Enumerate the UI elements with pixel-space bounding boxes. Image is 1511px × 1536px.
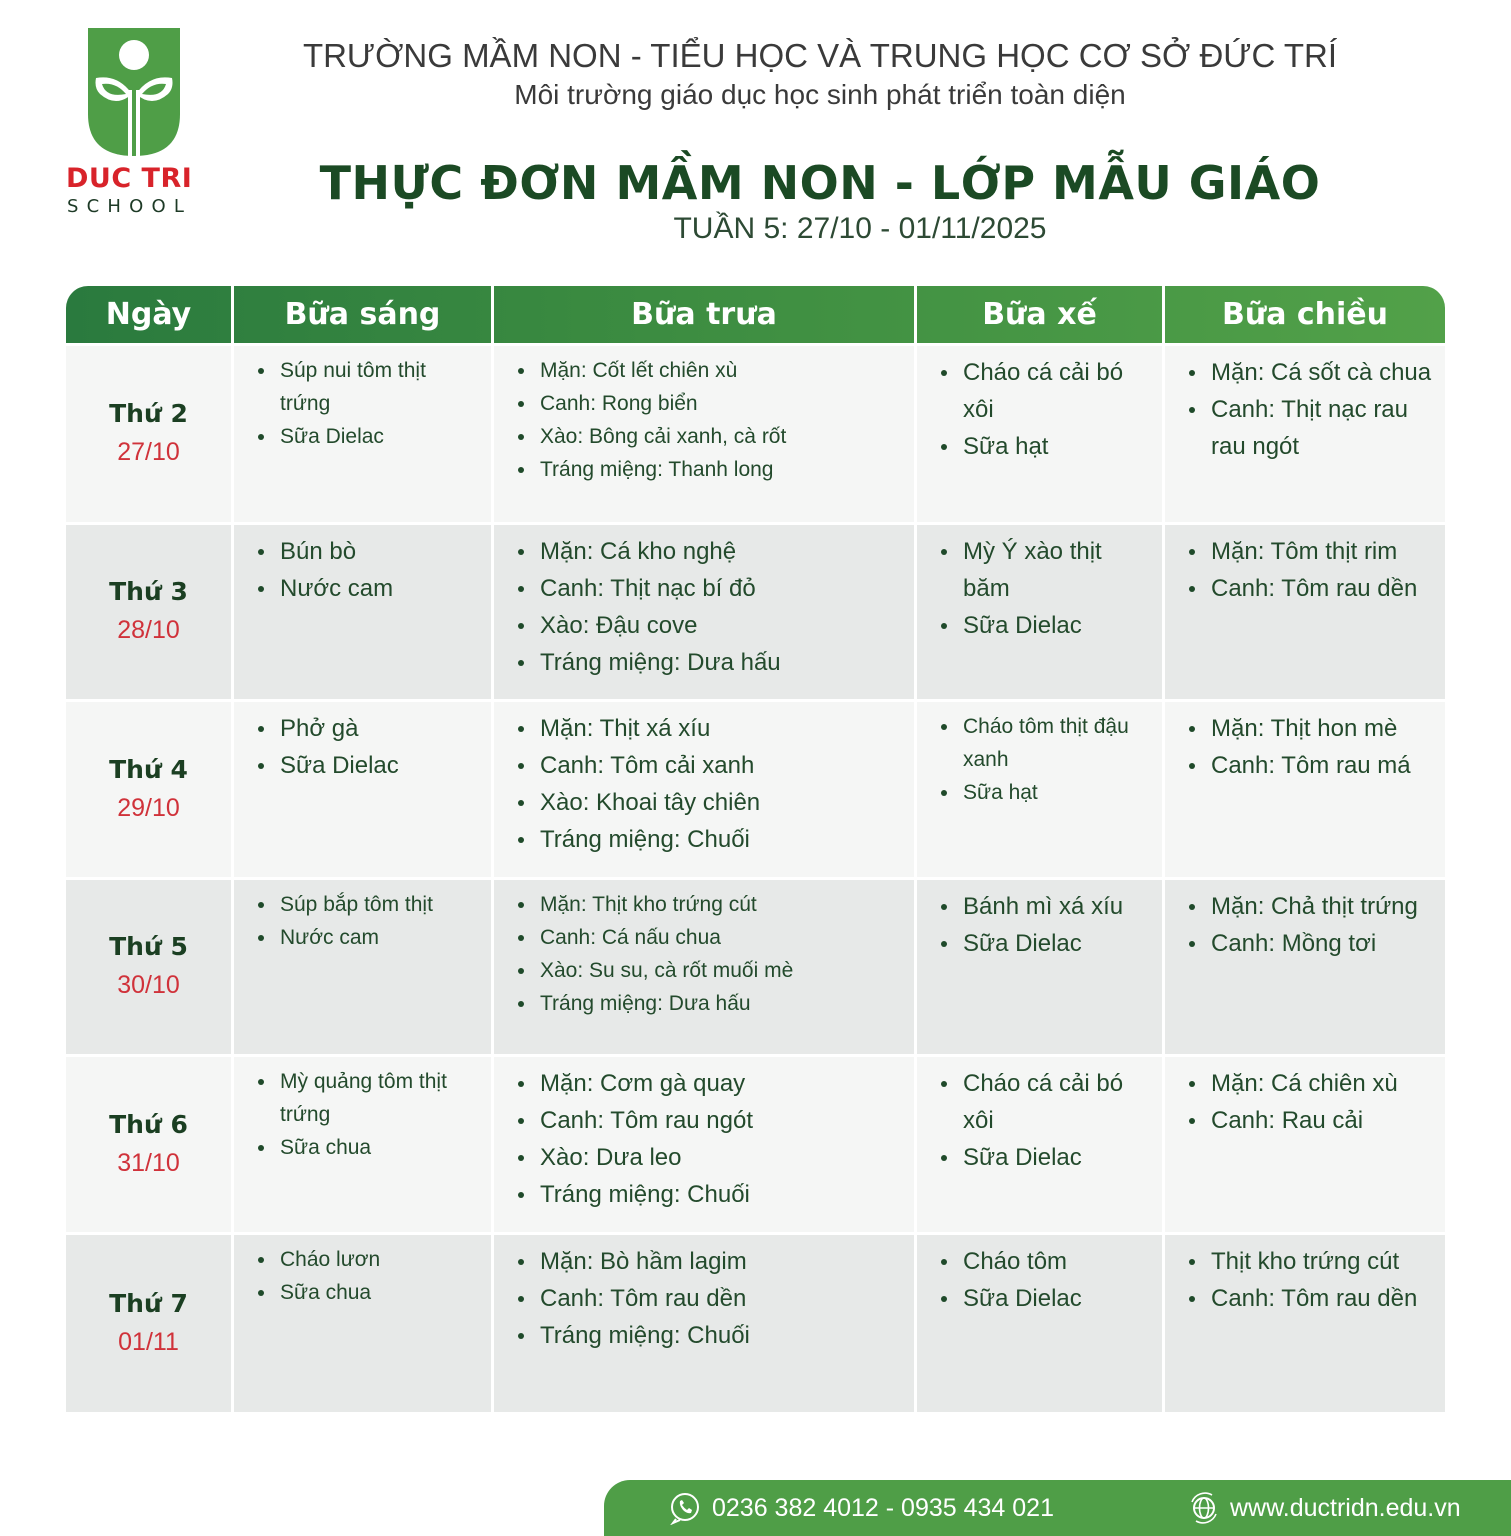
menu-item: Canh: Thịt nạc rau rau ngót	[1187, 391, 1435, 465]
day-date: 29/10	[117, 793, 180, 822]
menu-item: Canh: Rau cải	[1187, 1102, 1435, 1139]
day-name: Thứ 3	[109, 577, 188, 606]
day-name: Thứ 2	[109, 399, 188, 428]
menu-item: Tráng miệng: Chuối	[516, 1176, 904, 1213]
menu-item: Mặn: Tôm thịt rim	[1187, 533, 1435, 570]
lunch-cell	[494, 525, 917, 699]
column-header-lunch: Bữa trưa	[494, 286, 917, 343]
menu-item: Mỳ Ý xào thịt băm	[939, 533, 1152, 607]
menu-item: Sữa Dielac	[939, 925, 1152, 962]
snack-list	[917, 1057, 1162, 1176]
snack-cell	[917, 1057, 1165, 1232]
lunch-list	[494, 1235, 914, 1354]
menu-item: Bún bò	[256, 533, 481, 570]
menu-item: Mặn: Cá sốt cà chua	[1187, 354, 1435, 391]
breakfast-list	[234, 880, 491, 954]
menu-item: Mặn: Thịt hon mè	[1187, 710, 1435, 747]
dinner-cell	[1165, 346, 1445, 522]
day-cell	[66, 346, 234, 522]
table-row	[66, 522, 1445, 699]
snack-cell	[917, 346, 1165, 522]
breakfast-cell	[234, 1235, 494, 1412]
dinner-list	[1165, 880, 1445, 962]
menu-item: Sữa Dielac	[939, 607, 1152, 644]
day-cell	[66, 1057, 234, 1232]
menu-item: Cháo cá cải bó xôi	[939, 1065, 1152, 1139]
snack-cell	[917, 880, 1165, 1054]
lunch-list	[494, 1057, 914, 1213]
table-row	[66, 699, 1445, 877]
menu-item: Xào: Su su, cà rốt muối mè	[516, 954, 904, 987]
dinner-cell	[1165, 702, 1445, 877]
column-header-dinner: Bữa chiều	[1221, 297, 1389, 332]
menu-item: Cháo tôm	[939, 1243, 1152, 1280]
contact-footer	[604, 1480, 1511, 1536]
dinner-cell	[1165, 880, 1445, 1054]
lunch-list	[494, 880, 914, 1020]
day-cell	[66, 525, 234, 699]
menu-item: Mặn: Thịt kho trứng cút	[516, 888, 904, 921]
menu-item: Tráng miệng: Chuối	[516, 1317, 904, 1354]
menu-item: Bánh mì xá xíu	[939, 888, 1152, 925]
dinner-list	[1165, 702, 1445, 784]
day-name: Thứ 5	[109, 932, 188, 961]
lunch-cell	[494, 880, 917, 1054]
breakfast-cell	[234, 1057, 494, 1232]
table-body	[66, 343, 1445, 1412]
menu-item: Canh: Cá nấu chua	[516, 921, 904, 954]
snack-list	[917, 1235, 1162, 1317]
dinner-cell	[1165, 1235, 1445, 1412]
page-title: THỰC ĐƠN MẦM NON - LỚP MẪU GIÁO	[319, 156, 1321, 210]
day-cell	[66, 880, 234, 1054]
menu-item: Xào: Dưa leo	[516, 1139, 904, 1176]
school-name: TRƯỜNG MẦM NON - TIỂU HỌC VÀ TRUNG HỌC CƠ SỞ ĐỨC TRÍ	[302, 37, 1338, 74]
breakfast-list	[234, 702, 491, 784]
snack-list	[917, 702, 1162, 809]
menu-item: Mặn: Cơm gà quay	[516, 1065, 904, 1102]
menu-item: Xào: Bông cải xanh, cà rốt	[516, 420, 904, 453]
phone-icon	[668, 1491, 702, 1525]
menu-item: Canh: Rong biển	[516, 387, 904, 420]
day-name: Thứ 4	[109, 754, 188, 784]
menu-item: Sữa Dielac	[256, 747, 481, 784]
menu-item: Sữa chua	[256, 1131, 481, 1164]
dinner-cell	[1165, 1057, 1445, 1232]
menu-item: Canh: Thịt nạc bí đỏ	[516, 570, 904, 607]
lunch-list	[494, 525, 914, 681]
menu-item: Sữa chua	[256, 1276, 481, 1309]
menu-item: Xào: Đậu cove	[516, 607, 904, 644]
menu-item: Mặn: Cá chiên xù	[1187, 1065, 1435, 1102]
week-range: TUẦN 5: 27/10 - 01/11/2025	[673, 212, 1047, 245]
menu-item: Tráng miệng: Chuối	[516, 821, 904, 858]
website-url: www.ductridn.edu.vn	[1229, 1493, 1461, 1522]
day-cell	[66, 1235, 234, 1412]
snack-cell	[917, 1235, 1165, 1412]
breakfast-list	[234, 525, 491, 607]
day-date: 30/10	[117, 971, 180, 999]
snack-list	[917, 525, 1162, 644]
lunch-cell	[494, 1235, 917, 1412]
school-slogan: Môi trường giáo dục học sinh phát triển toàn diện	[514, 79, 1126, 110]
lunch-cell	[494, 346, 917, 522]
breakfast-cell	[234, 702, 494, 877]
menu-item: Phở gà	[256, 710, 481, 747]
phone-contact[interactable]	[668, 1491, 1054, 1525]
menu-item: Sữa Dielac	[939, 1139, 1152, 1176]
menu-item: Canh: Tôm rau dền	[1187, 1280, 1435, 1317]
breakfast-list	[234, 1235, 491, 1309]
menu-item: Súp bắp tôm thịt	[256, 888, 481, 921]
column-header-breakfast: Bữa sáng	[234, 286, 494, 343]
menu-item: Nước cam	[256, 570, 481, 607]
menu-item: Tráng miệng: Thanh long	[516, 453, 904, 486]
menu-item: Cháo tôm thịt đậu xanh	[939, 710, 1152, 776]
day-date: 27/10	[117, 438, 180, 466]
day-name: Thứ 7	[109, 1288, 188, 1318]
phone-number: 0236 382 4012 - 0935 434 021	[712, 1493, 1054, 1522]
menu-item: Sữa hạt	[939, 428, 1152, 465]
menu-item: Nước cam	[256, 921, 481, 954]
table-row	[66, 1054, 1445, 1232]
day-cell	[66, 702, 234, 877]
menu-item: Canh: Tôm rau dền	[516, 1280, 904, 1317]
menu-item: Mỳ quảng tôm thịt trứng	[256, 1065, 481, 1131]
lunch-list	[494, 702, 914, 858]
menu-item: Súp nui tôm thịt trứng	[256, 354, 481, 420]
menu-item: Thịt kho trứng cút	[1187, 1243, 1435, 1280]
menu-item: Mặn: Bò hầm lagim	[516, 1243, 904, 1280]
column-header-snack: Bữa xế	[917, 286, 1165, 343]
menu-item: Mặn: Cốt lết chiên xù	[516, 354, 904, 387]
day-date: 31/10	[117, 1148, 180, 1177]
menu-item: Mặn: Chả thịt trứng	[1187, 888, 1435, 925]
dinner-list	[1165, 1057, 1445, 1139]
menu-item: Sữa hạt	[939, 776, 1152, 809]
lunch-list	[494, 346, 914, 486]
menu-item: Tráng miệng: Dưa hấu	[516, 644, 904, 681]
logo-name: DUC TRI	[66, 163, 193, 194]
globe-icon	[1188, 1492, 1220, 1524]
menu-item: Cháo cá cải bó xôi	[939, 354, 1152, 428]
breakfast-cell	[234, 525, 494, 699]
lunch-cell	[494, 702, 917, 877]
table-row	[66, 343, 1445, 522]
menu-table	[66, 286, 1445, 1412]
breakfast-list	[234, 346, 491, 453]
menu-item: Tráng miệng: Dưa hấu	[516, 987, 904, 1020]
day-date: 01/11	[118, 1327, 179, 1356]
menu-item: Cháo lươn	[256, 1243, 481, 1276]
menu-item: Sữa Dielac	[939, 1280, 1152, 1317]
table-header	[66, 286, 1445, 343]
menu-item: Xào: Khoai tây chiên	[516, 784, 904, 821]
dinner-list	[1165, 1235, 1445, 1317]
snack-list	[917, 346, 1162, 465]
snack-cell	[917, 525, 1165, 699]
snack-list	[917, 880, 1162, 962]
dinner-cell	[1165, 525, 1445, 699]
website-contact[interactable]	[1188, 1492, 1461, 1524]
breakfast-cell	[234, 880, 494, 1054]
menu-item: Canh: Tôm rau má	[1187, 747, 1435, 784]
day-date: 28/10	[117, 616, 180, 644]
column-header-day: Ngày	[66, 286, 234, 343]
sprout-shield-icon	[88, 28, 180, 156]
menu-item: Canh: Tôm cải xanh	[516, 747, 904, 784]
dinner-list	[1165, 525, 1445, 607]
menu-item: Canh: Tôm rau dền	[1187, 570, 1435, 607]
dinner-list	[1165, 346, 1445, 465]
lunch-cell	[494, 1057, 917, 1232]
menu-item: Mặn: Thịt xá xíu	[516, 710, 904, 747]
logo-subtitle: SCHOOL	[67, 196, 193, 217]
table-row	[66, 1232, 1445, 1412]
menu-item: Canh: Tôm rau ngót	[516, 1102, 904, 1139]
breakfast-list	[234, 1057, 491, 1164]
day-name: Thứ 6	[109, 1109, 188, 1139]
menu-item: Canh: Mồng tơi	[1187, 925, 1435, 962]
snack-cell	[917, 702, 1165, 877]
menu-item: Mặn: Cá kho nghệ	[516, 533, 904, 570]
table-row	[66, 877, 1445, 1054]
breakfast-cell	[234, 346, 494, 522]
menu-item: Sữa Dielac	[256, 420, 481, 453]
